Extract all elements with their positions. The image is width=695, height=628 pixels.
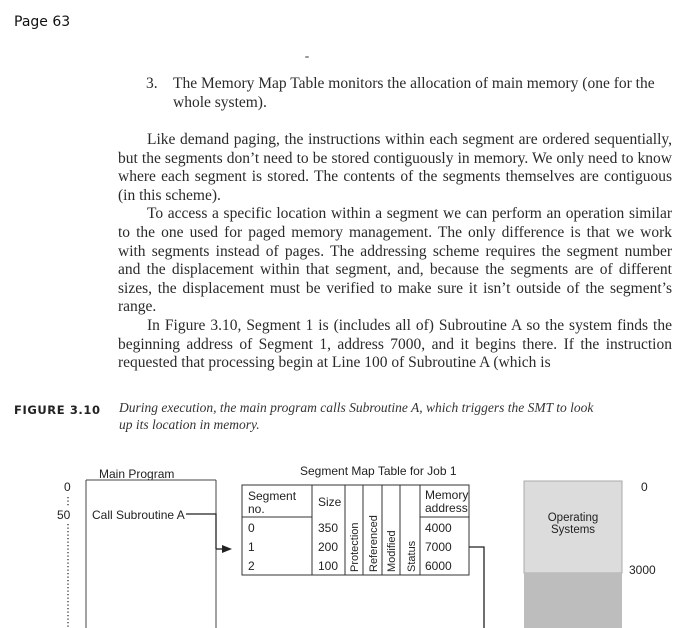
memory-address-3000: 3000 (629, 563, 656, 577)
smt-header-status: Status (406, 540, 418, 572)
memory-address-0: 0 (641, 480, 648, 494)
call-arrow (186, 514, 216, 549)
list-item-text: The Memory Map Table monitors the allocation of main memory (one for the whole system). (173, 75, 655, 111)
figure-caption: During execution, the main program calls Subroutine A, which triggers the SMT to look up its location in memory. (119, 400, 594, 432)
smt-row-1-address: 7000 (425, 540, 452, 554)
smt-title: Segment Map Table for Job 1 (300, 464, 457, 478)
smt-row-2-segment: 2 (248, 559, 255, 573)
scan-speck (305, 56, 309, 58)
paragraph: To access a specific location within a segment we can perform an operation similar to the one used for paged memory management. The only difference is that we work with segments instead of pages. The addressing scheme requires the segment number and the displacement within that segment, and, because the segments are of different sizes, the displacement must be verified to make sure it isn’t outside of the segment’s range. (118, 205, 672, 316)
main-program-title: Main Program (99, 467, 175, 481)
call-subroutine-text: Call Subroutine A (92, 508, 185, 522)
list-item-number: 3. (146, 75, 158, 92)
segment-map-diagram (0, 455, 695, 628)
smt-row-2-address: 6000 (425, 559, 452, 573)
smt-header-protection: Protection (349, 522, 361, 572)
paragraph: In Figure 3.10, Segment 1 is (includes all of) Subroutine A so the system finds the beginning address of Segment 1, address 7000, and it begins there. If the instruction requested that processing begin at Line 100 of Subroutine A (which is (118, 316, 672, 372)
smt-header-memory: Memory (425, 488, 469, 502)
smt-row-0-segment: 0 (248, 521, 255, 535)
page-label: Page 63 (14, 14, 71, 30)
main-program-line-50: 50 (57, 508, 71, 522)
figure-label: FIGURE 3.10 (14, 403, 101, 417)
smt-row-0-address: 4000 (425, 521, 452, 535)
body-text (118, 131, 672, 373)
numbered-list-item (146, 74, 676, 112)
main-program-line-0: 0 (64, 480, 71, 494)
smt-header-referenced: Referenced (368, 515, 380, 572)
smt-row-0-size: 350 (318, 521, 339, 535)
smt-header-address: address (425, 501, 468, 515)
smt-header-segment: Segment (248, 489, 297, 503)
memory-area-below-os (524, 573, 622, 628)
smt-header-modified: Modified (386, 530, 398, 572)
address-connector (469, 547, 484, 628)
smt-header-segment-no: no. (248, 502, 265, 516)
smt-row-1-segment: 1 (248, 540, 255, 554)
os-label-line2: Systems (550, 524, 596, 536)
smt-row-1-size: 200 (318, 540, 339, 554)
smt-row-2-size: 100 (318, 559, 339, 573)
paragraph: Like demand paging, the instructions within each segment are ordered sequentially, but the segments don’t need to be stored contiguously in memory. We only need to know where each segment is stored. The contents of the segments themselves are contiguous (in this scheme). (118, 131, 672, 204)
os-label-line1: Operating (547, 512, 599, 524)
smt-header-size: Size (318, 495, 342, 509)
